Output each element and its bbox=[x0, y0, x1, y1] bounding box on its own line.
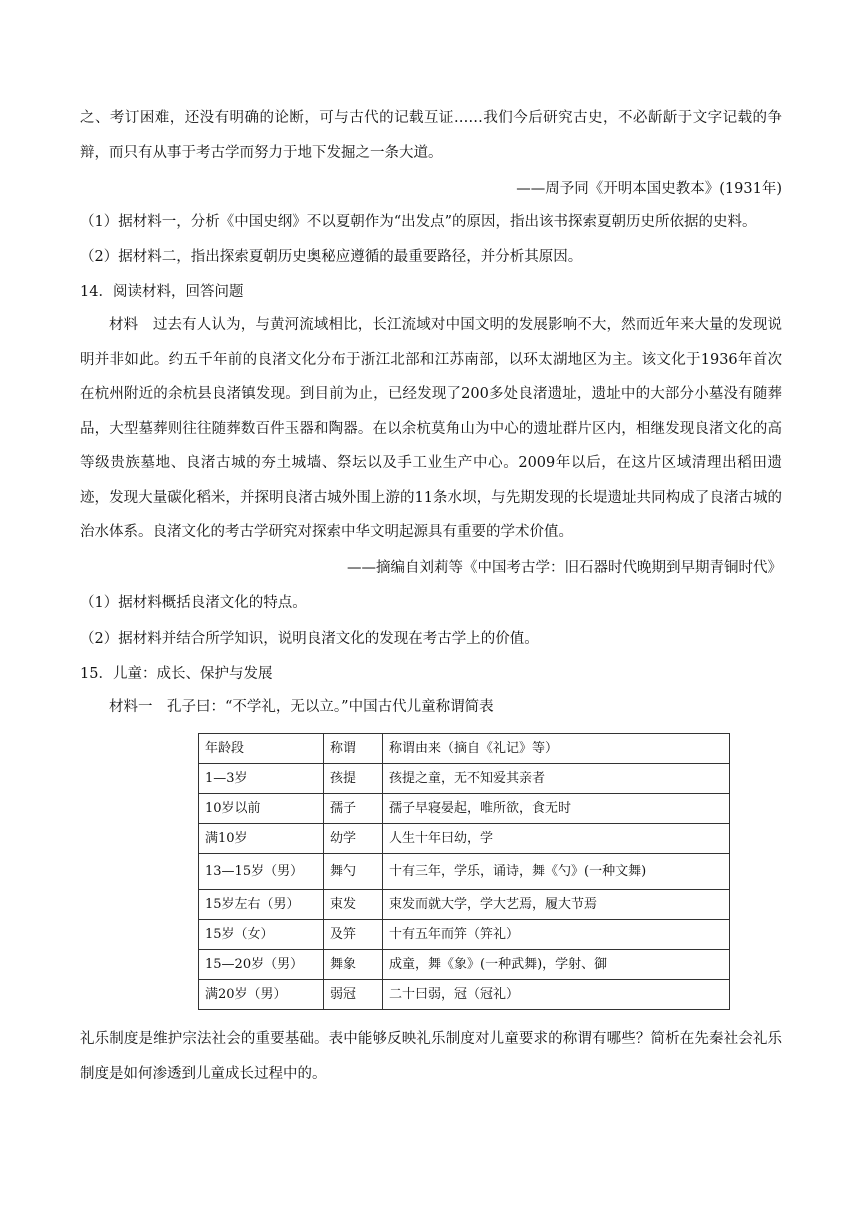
table-header-cell: 年龄段 bbox=[199, 734, 324, 764]
table-cell-title: 孺子 bbox=[324, 794, 383, 824]
table-cell-age: 15岁（女） bbox=[199, 920, 324, 950]
table-row bbox=[199, 854, 730, 890]
table-cell-origin: 十有五年而笄（笄礼） bbox=[383, 920, 730, 950]
question-14-title: 14．阅读材料，回答问题 bbox=[80, 284, 244, 300]
table-cell-title: 舞象 bbox=[324, 950, 383, 980]
table-row bbox=[199, 764, 730, 794]
table-header-cell: 称谓 bbox=[324, 734, 383, 764]
table-header-cell: 称谓由来（摘自《礼记》等） bbox=[383, 734, 730, 764]
table-row bbox=[199, 920, 730, 950]
table-cell-title: 孩提 bbox=[324, 764, 383, 794]
question-14-part-1: （1）据材料概括良渚文化的特点。 bbox=[80, 595, 307, 611]
table-cell-title: 束发 bbox=[324, 890, 383, 920]
material-two-continuation: 之、考订困难，还没有明确的论断，可与古代的记载互证……我们今后研究古史，不必龂龂于文字记载的争辩，而只有从事于考古学而努力于地下发掘之一条大道。 bbox=[80, 110, 782, 161]
table-row bbox=[199, 950, 730, 980]
table-cell-age: 1—3岁 bbox=[199, 764, 324, 794]
table-cell-origin: 二十曰弱，冠（冠礼） bbox=[383, 980, 730, 1010]
table-cell-title: 及笄 bbox=[324, 920, 383, 950]
table-cell-title: 幼学 bbox=[324, 824, 383, 854]
table-cell-origin: 束发而就大学，学大艺焉，履大节焉 bbox=[383, 890, 730, 920]
question-14-material: 材料 过去有人认为，与黄河流域相比，长江流域对中国文明的发展影响不大，然而近年来大量的发现说明并非如此。约五千年前的良渚文化分布于浙江北部和江苏南部，以环太湖地区为主。该文化于1936年首次在杭州附近的余杭县良渚镇发现。到目前为止，已经发现了200多处良渚遗址，遗址中的大部分小墓没有随葬品，大型墓葬则往往随葬数百件玉器和陶器。在以余杭莫角山为中心的遗址群片区内，相继发现良渚文化的高等级贵族墓地、良渚古城的夯土城墙、祭坛以及手工业生产中心。2009年以后，在这片区域清理出稻田遗迹，发现大量碳化稻米，并探明良渚古城外围上游的11条水坝，与先期发现的长堤遗址共同构成了良渚古城的治水体系。良渚文化的考古学研究对探索中华文明起源具有重要的学术价值。 bbox=[80, 317, 782, 540]
question-13-part-1: （1）据材料一，分析《中国史纲》不以夏朝作为“出发点”的原因，指出该书探索夏朝历史所依据的史料。 bbox=[80, 214, 757, 230]
children-titles-table bbox=[198, 733, 730, 1010]
table-cell-age: 13—15岁（男） bbox=[199, 854, 324, 890]
table-cell-age: 满10岁 bbox=[199, 824, 324, 854]
table-row bbox=[199, 980, 730, 1010]
question-13-part-2: （2）据材料二，指出探索夏朝历史奥秘应遵循的最重要路径，并分析其原因。 bbox=[80, 249, 583, 265]
table-cell-origin: 成童，舞《象》(一种武舞)，学射、御 bbox=[383, 950, 730, 980]
table-cell-age: 满20岁（男） bbox=[199, 980, 324, 1010]
question-15-question: 礼乐制度是维护宗法社会的重要基础。表中能够反映礼乐制度对儿童要求的称谓有哪些？简析在先秦社会礼乐制度是如何渗透到儿童成长过程中的。 bbox=[80, 1031, 782, 1082]
question-15-title: 15．儿童：成长、保护与发展 bbox=[80, 666, 273, 682]
material-two-source: ——周予同《开明本国史教本》(1931年) bbox=[516, 181, 782, 197]
table-cell-age: 15岁左右（男） bbox=[199, 890, 324, 920]
table-cell-title: 舞勺 bbox=[324, 854, 383, 890]
table-cell-origin: 孺子早寝晏起，唯所欲，食无时 bbox=[383, 794, 730, 824]
table-row bbox=[199, 890, 730, 920]
table-cell-title: 弱冠 bbox=[324, 980, 383, 1010]
table-cell-origin: 人生十年曰幼，学 bbox=[383, 824, 730, 854]
table-cell-origin: 孩提之童，无不知爱其亲者 bbox=[383, 764, 730, 794]
question-14-part-2: （2）据材料并结合所学知识，说明良渚文化的发现在考古学上的价值。 bbox=[80, 631, 539, 647]
table-row bbox=[199, 794, 730, 824]
table-row bbox=[199, 824, 730, 854]
table-cell-age: 15—20岁（男） bbox=[199, 950, 324, 980]
table-cell-origin: 十有三年，学乐，诵诗，舞《勺》(一种文舞) bbox=[383, 854, 730, 890]
question-14-source: ——摘编自刘莉等《中国考古学：旧石器时代晚期到早期青铜时代》 bbox=[347, 560, 782, 576]
table-cell-age: 10岁以前 bbox=[199, 794, 324, 824]
question-15-material-one: 材料一 孔子曰：“不学礼，无以立。”中国古代儿童称谓简表 bbox=[109, 699, 494, 715]
table-header-row bbox=[199, 734, 730, 764]
